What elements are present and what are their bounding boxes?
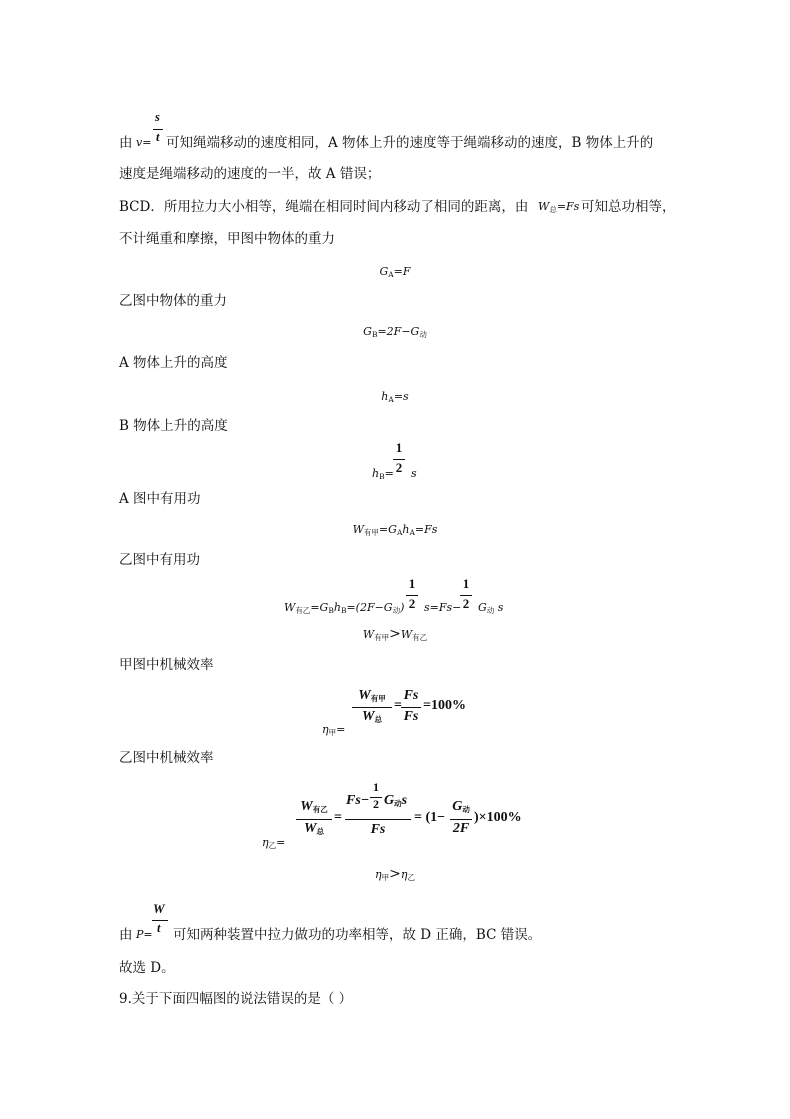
- fraction-numerator: $G_动$: [452, 799, 470, 814]
- question-text: 9.关于下面四幅图的说法错误的是（ ）: [119, 991, 353, 1007]
- fraction-numerator: 1: [395, 440, 403, 455]
- fraction-denominator: Fs: [370, 822, 386, 837]
- fraction-bar: [450, 819, 472, 820]
- fraction-denominator: $W_总$: [362, 709, 382, 724]
- text-line: 可知绳端移动的速度相同，A 物体上升的速度等于绳端移动的速度，B 物体上升的: [166, 135, 654, 151]
- text-line: 故选 D。: [119, 960, 175, 976]
- fraction-numerator: 1: [408, 576, 416, 591]
- fraction-denominator: Fs: [403, 709, 419, 724]
- fraction-denominator: 2F: [452, 821, 470, 836]
- equation-ha: $h_A=s$: [381, 390, 409, 404]
- text-line: 可知总功相等，: [581, 199, 676, 215]
- equation-hb: $h_B=$: [372, 467, 394, 481]
- text-line: A 图中有用功: [119, 491, 201, 507]
- formula-s: s: [411, 467, 417, 480]
- equation-eta1-result: =100%: [423, 698, 466, 713]
- comparison-w: $W_{有甲}>W_{有乙}$: [362, 626, 428, 642]
- text-line: A 物体上升的高度: [119, 355, 228, 371]
- text-line: 乙图中有用功: [119, 552, 200, 568]
- fraction-numerator: $W_{有甲}$: [358, 688, 386, 703]
- fraction-denominator: 2: [373, 797, 379, 811]
- text-line: 乙图中物体的重力: [119, 293, 227, 309]
- equation-gb: $G_B=2F-G_动$: [363, 325, 427, 339]
- equation-wb-part1: $W_{有乙}=G_Bh_B=(2F-G_动)$: [284, 601, 405, 615]
- fraction-bar: [352, 707, 392, 708]
- fraction-numerator: W: [153, 901, 165, 916]
- equation-eta2-lhs: $\eta_乙=$: [262, 836, 286, 850]
- equation-eta1-lhs: $\eta_甲=$: [322, 723, 346, 737]
- equation-wb-part2: s=Fs−: [424, 601, 462, 614]
- formula-v: v=: [136, 136, 152, 149]
- comparison-eta: $\eta_甲>\eta_乙$: [375, 866, 415, 882]
- fraction-numerator: 1: [373, 780, 379, 794]
- text-line: 乙图中机械效率: [119, 750, 214, 766]
- fraction-bar: [345, 819, 411, 820]
- fraction-numerator: s: [155, 110, 160, 124]
- fraction-denominator: $W_总$: [304, 821, 324, 836]
- text-line: 由: [119, 927, 133, 943]
- fraction-numerator-part: Fs−: [346, 793, 370, 808]
- fraction-bar: [401, 707, 421, 708]
- text-line: 可知两种装置中拉力做功的功率相等，故 D 正确，BC 错误。: [173, 927, 542, 943]
- text-line: 甲图中机械效率: [119, 657, 214, 673]
- equation-eta2-mid: = (1−: [414, 810, 446, 825]
- fraction-denominator: t: [156, 130, 160, 144]
- equals-sign: =: [394, 698, 402, 713]
- text-line: 由: [119, 135, 133, 151]
- fraction-numerator: 1: [462, 576, 470, 591]
- fraction-numerator: $W_{有乙}$: [300, 799, 328, 814]
- fraction-numerator-part: $G_动s$: [384, 793, 408, 808]
- fraction-denominator: t: [157, 921, 161, 935]
- text-line: BCD．所用拉力大小相等，绳端在相同时间内移动了相同的距离，由: [119, 199, 529, 215]
- equation-ga: $G_A=F$: [379, 265, 411, 279]
- text-line: B 物体上升的高度: [119, 418, 228, 434]
- text-line: 不计绳重和摩擦，甲图中物体的重力: [119, 231, 335, 247]
- equation-wb-part3: $G_动$ s: [478, 601, 504, 615]
- fraction-bar: [296, 819, 332, 820]
- fraction-denominator: 2: [408, 596, 416, 611]
- formula: $W_总=Fs$: [538, 200, 580, 214]
- equation-eta2-result: )×100%: [474, 810, 522, 825]
- equals-sign: =: [334, 810, 342, 825]
- text-line: 速度是绳端移动的速度的一半，故 A 错误；: [119, 166, 381, 182]
- formula-p: P=: [136, 928, 153, 941]
- fraction-numerator: Fs: [403, 688, 419, 703]
- fraction-denominator: 2: [395, 460, 403, 475]
- fraction-denominator: 2: [462, 596, 470, 611]
- equation-wa: $W_{有甲}=G_Ah_A=Fs$: [352, 523, 438, 537]
